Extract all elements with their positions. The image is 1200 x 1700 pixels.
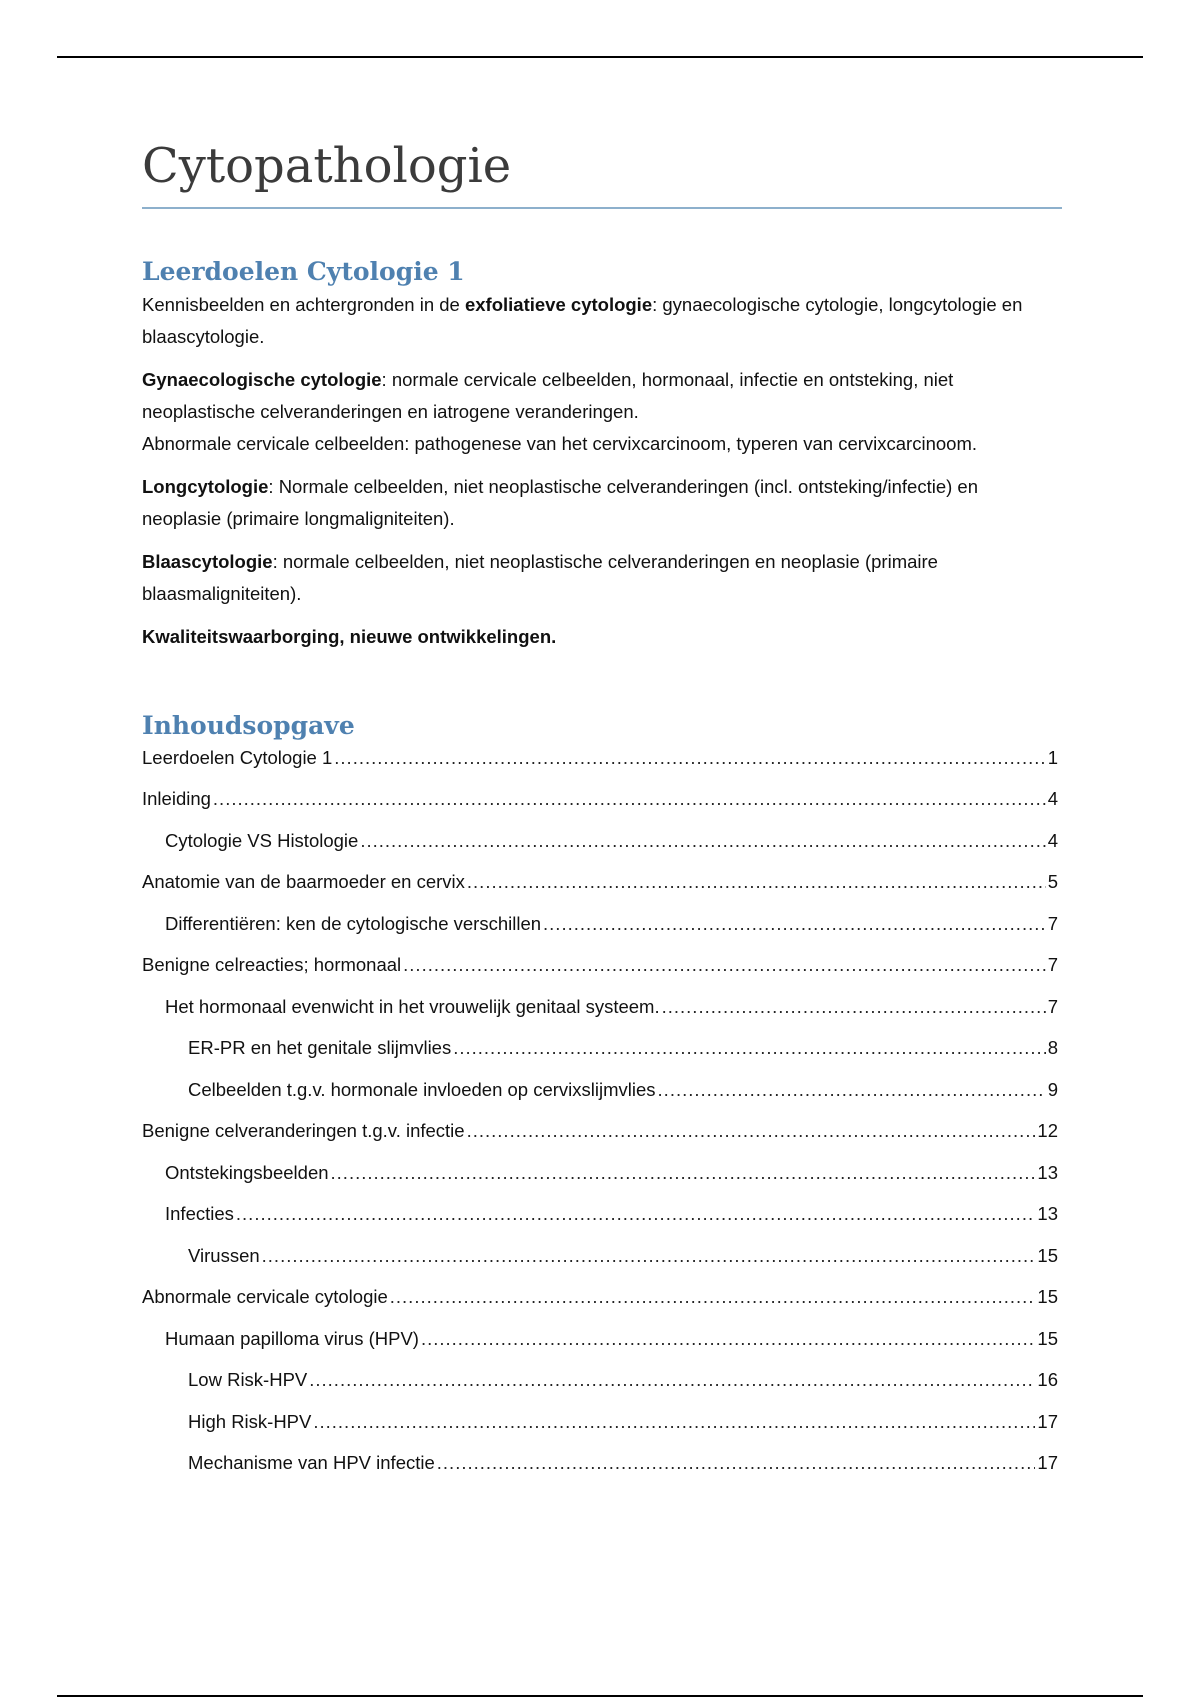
toc-leader	[421, 1326, 1035, 1352]
toc-entry[interactable]: Celbeelden t.g.v. hormonale invloeden op cervixslijmvlies ..... 9	[142, 1077, 1058, 1119]
toc-leader	[543, 911, 1046, 937]
toc-leader	[334, 745, 1045, 771]
goals-paragraph-lung: Longcytologie: Normale celbeelden, niet neoplastische celveranderingen (incl. ontsteking/infectie) en neoplasie (primaire longmaligniteiten).	[142, 475, 978, 529]
toc-entry[interactable]: Inleiding ..... 4	[142, 786, 1058, 828]
toc-leader	[467, 1118, 1036, 1144]
document-page	[142, 140, 1062, 1492]
toc-entry[interactable]: Virussen ..... 15	[142, 1243, 1058, 1285]
learning-goals-heading: Leerdoelen Cytologie 1	[142, 256, 465, 286]
document-title: Cytopathologie	[142, 140, 1062, 209]
toc-entry[interactable]: Low Risk-HPV ..... 16	[142, 1367, 1058, 1409]
header-rule	[57, 56, 1143, 58]
toc-heading: Inhoudsopgave	[142, 710, 355, 740]
toc-leader	[658, 1077, 1046, 1103]
toc-leader	[437, 1450, 1036, 1476]
toc-entry[interactable]: Benigne celveranderingen t.g.v. infectie ..... 12	[142, 1118, 1058, 1160]
toc-entry[interactable]: Infecties ..... 13	[142, 1201, 1058, 1243]
toc-entry[interactable]: Abnormale cervicale cytologie ..... 15	[142, 1284, 1058, 1326]
toc-entry[interactable]: High Risk-HPV ..... 17	[142, 1409, 1058, 1451]
goals-paragraph-quality: Kwaliteitswaarborging, nieuwe ontwikkelingen.	[142, 625, 557, 647]
toc-leader	[213, 786, 1046, 812]
learning-goals-section	[142, 257, 1062, 653]
toc-leader	[236, 1201, 1036, 1227]
toc-leader	[390, 1284, 1036, 1310]
toc-entry[interactable]: Leerdoelen Cytologie 1 ..... 1	[142, 745, 1058, 787]
toc-list	[142, 745, 1062, 1492]
toc-leader	[403, 952, 1046, 978]
toc-leader	[360, 828, 1045, 854]
toc-entry[interactable]: ER-PR en het genitale slijmvlies ..... 8	[142, 1035, 1058, 1077]
goals-paragraph-gynaecology: Gynaecologische cytologie: normale cervicale celbeelden, hormonaal, infectie en ontsteking, niet neoplastische celveranderingen en iatrogene veranderingen.	[142, 368, 954, 422]
toc-entry[interactable]: Cytologie VS Histologie ..... 4	[142, 828, 1058, 870]
goals-paragraph-bladder: Blaascytologie: normale celbeelden, niet neoplastische celveranderingen en neoplasie (primaire blaasmaligniteiten).	[142, 550, 938, 604]
toc-entry[interactable]: Mechanisme van HPV infectie ..... 17	[142, 1450, 1058, 1492]
toc-entry[interactable]: Ontstekingsbeelden ..... 13	[142, 1160, 1058, 1202]
table-of-contents	[142, 711, 1062, 1492]
goals-paragraph-intro: Kennisbeelden en achtergronden in de exfoliatieve cytologie: gynaecologische cytologie, longcytologie en blaascytologie.	[142, 293, 1023, 347]
toc-entry[interactable]: Differentiëren: ken de cytologische verschillen ..... 7	[142, 911, 1058, 953]
toc-leader	[453, 1035, 1045, 1061]
toc-entry[interactable]: Humaan papilloma virus (HPV) ..... 15	[142, 1326, 1058, 1368]
toc-entry[interactable]: Benigne celreacties; hormonaal ..... 7	[142, 952, 1058, 994]
toc-leader	[662, 994, 1046, 1020]
toc-leader	[467, 869, 1046, 895]
toc-leader	[313, 1409, 1035, 1435]
toc-leader	[262, 1243, 1036, 1269]
goals-paragraph-abnormal: Abnormale cervicale celbeelden: pathogenese van het cervixcarcinoom, typeren van cervixcarcinoom.	[142, 432, 977, 454]
toc-leader	[309, 1367, 1035, 1393]
footer-rule	[57, 1695, 1143, 1697]
toc-entry[interactable]: Het hormonaal evenwicht in het vrouwelijk genitaal systeem. ..... 7	[142, 994, 1058, 1036]
toc-leader	[331, 1160, 1036, 1186]
toc-entry[interactable]: Anatomie van de baarmoeder en cervix ..... 5	[142, 869, 1058, 911]
